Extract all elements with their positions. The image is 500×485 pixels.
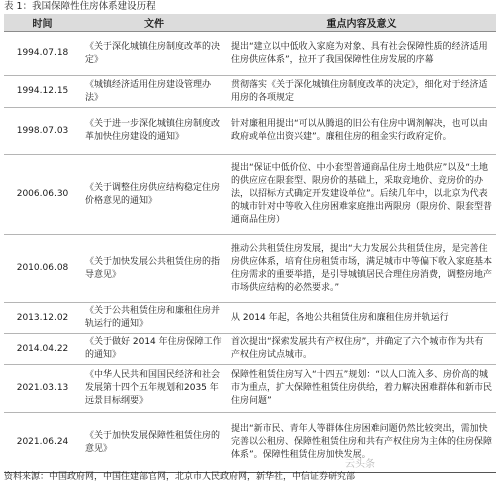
cell-date: 2014.04.22 <box>4 334 81 365</box>
cell-document: 《关于加快发展公共租赁住房的指导意见》 <box>81 235 227 303</box>
cell-description: 首次提出“探索发展共有产权住房”，并确定了六个城市作为共有产权住房试点城市。 <box>227 334 496 365</box>
cell-date: 2006.06.30 <box>4 155 81 235</box>
cell-date: 1994.07.18 <box>4 32 81 76</box>
cell-description: 提出“新市民、青年人等群体住房困难问题仍然比较突出，需加快完善以公租房、保障性租赁住房和共有产权住房为主体的住房保障体系”。保障性租赁住房加快发展。 <box>227 413 496 473</box>
table-row <box>4 303 496 334</box>
cell-description: 从 2014 年起，各地公共租赁住房和廉租住房并轨运行 <box>227 303 496 334</box>
cell-document: 《关于调整住房供应结构稳定住房价格意见的通知》 <box>81 155 227 235</box>
cell-date: 2013.12.02 <box>4 303 81 334</box>
source-note: 资料来源：中国政府网，中国住建部官网，北京市人民政府网，新华社，中信证券研究部 <box>4 472 356 482</box>
cell-date: 1994.12.15 <box>4 76 81 108</box>
cell-date: 2021.03.13 <box>4 365 81 413</box>
cell-description: 贯彻落实《关于深化城镇住房制度改革的决定》，细化对于经济适用房的各项规定 <box>227 76 496 108</box>
header-document: 文件 <box>81 14 227 32</box>
header-row <box>4 14 496 32</box>
cell-description: 保障性租赁住房写入“十四五”规划：“以人口流入多、房价高的城市为重点，扩大保障性租赁住房供给，着力解决困难群体和新市民住房问题” <box>227 365 496 413</box>
cell-description: 提出“建立以中低收入家庭为对象、具有社会保障性质的经济适用住房供应体系”，拉开了我国保障性住房发展的序幕 <box>227 32 496 76</box>
cell-document: 《关于加快发展保障性租赁住房的意见》 <box>81 413 227 473</box>
header-time: 时间 <box>4 14 81 32</box>
table-row <box>4 413 496 473</box>
table-row <box>4 108 496 155</box>
table-row <box>4 155 496 235</box>
table-row <box>4 334 496 365</box>
table-caption: 表 1：我国保障性住房体系建设历程 <box>4 1 156 12</box>
table-row <box>4 365 496 413</box>
cell-document: 《中华人民共和国国民经济和社会发展第十四个五年规划和2035 年远景目标纲要》 <box>81 365 227 413</box>
policy-history-table <box>4 14 496 473</box>
table-row <box>4 76 496 108</box>
header-key-content: 重点内容及意义 <box>227 14 496 32</box>
table-row <box>4 235 496 303</box>
watermark: 云头条 <box>345 455 375 470</box>
cell-date: 2010.06.08 <box>4 235 81 303</box>
cell-description: 推动公共租赁住房发展，提出“大力发展公共租赁住房，是完善住房供应体系，培育住房租赁市场，满足城市中等偏下收入家庭基本住房需求的重要举措，是引导城镇居民合理住房消费，调整房地产市场供应结构的必然要求。” <box>227 235 496 303</box>
cell-document: 《关于深化城镇住房制度改革的决定》 <box>81 32 227 76</box>
cell-document: 《关于做好 2014 年住房保障工作的通知》 <box>81 334 227 365</box>
cell-date: 2021.06.24 <box>4 413 81 473</box>
cell-document: 《关于公共租赁住房和廉租住房并轨运行的通知》 <box>81 303 227 334</box>
cell-document: 《关于进一步深化城镇住房制度改革加快住房建设的通知》 <box>81 108 227 155</box>
cell-date: 1998.07.03 <box>4 108 81 155</box>
cell-document: 《城镇经济适用住房建设管理办法》 <box>81 76 227 108</box>
table-row <box>4 32 496 76</box>
cell-description: 针对廉租用提出“可以从腾退的旧公有住房中调剂解决，也可以由政府或单位出资兴建”。廉租住房的租金实行政府定价。 <box>227 108 496 155</box>
cell-description: 提出“保证中低价位、中小套型普通商品住房土地供应”以及“土地的供应应在限套型、限房价的基础上，采取竞地价、竞房价的办法，以招标方式确定开发建设单位”。后续几年中，以北京为代表的城市针对中等收入住房困难家庭推出两限房（限房价、限套型普通商品住房） <box>227 155 496 235</box>
